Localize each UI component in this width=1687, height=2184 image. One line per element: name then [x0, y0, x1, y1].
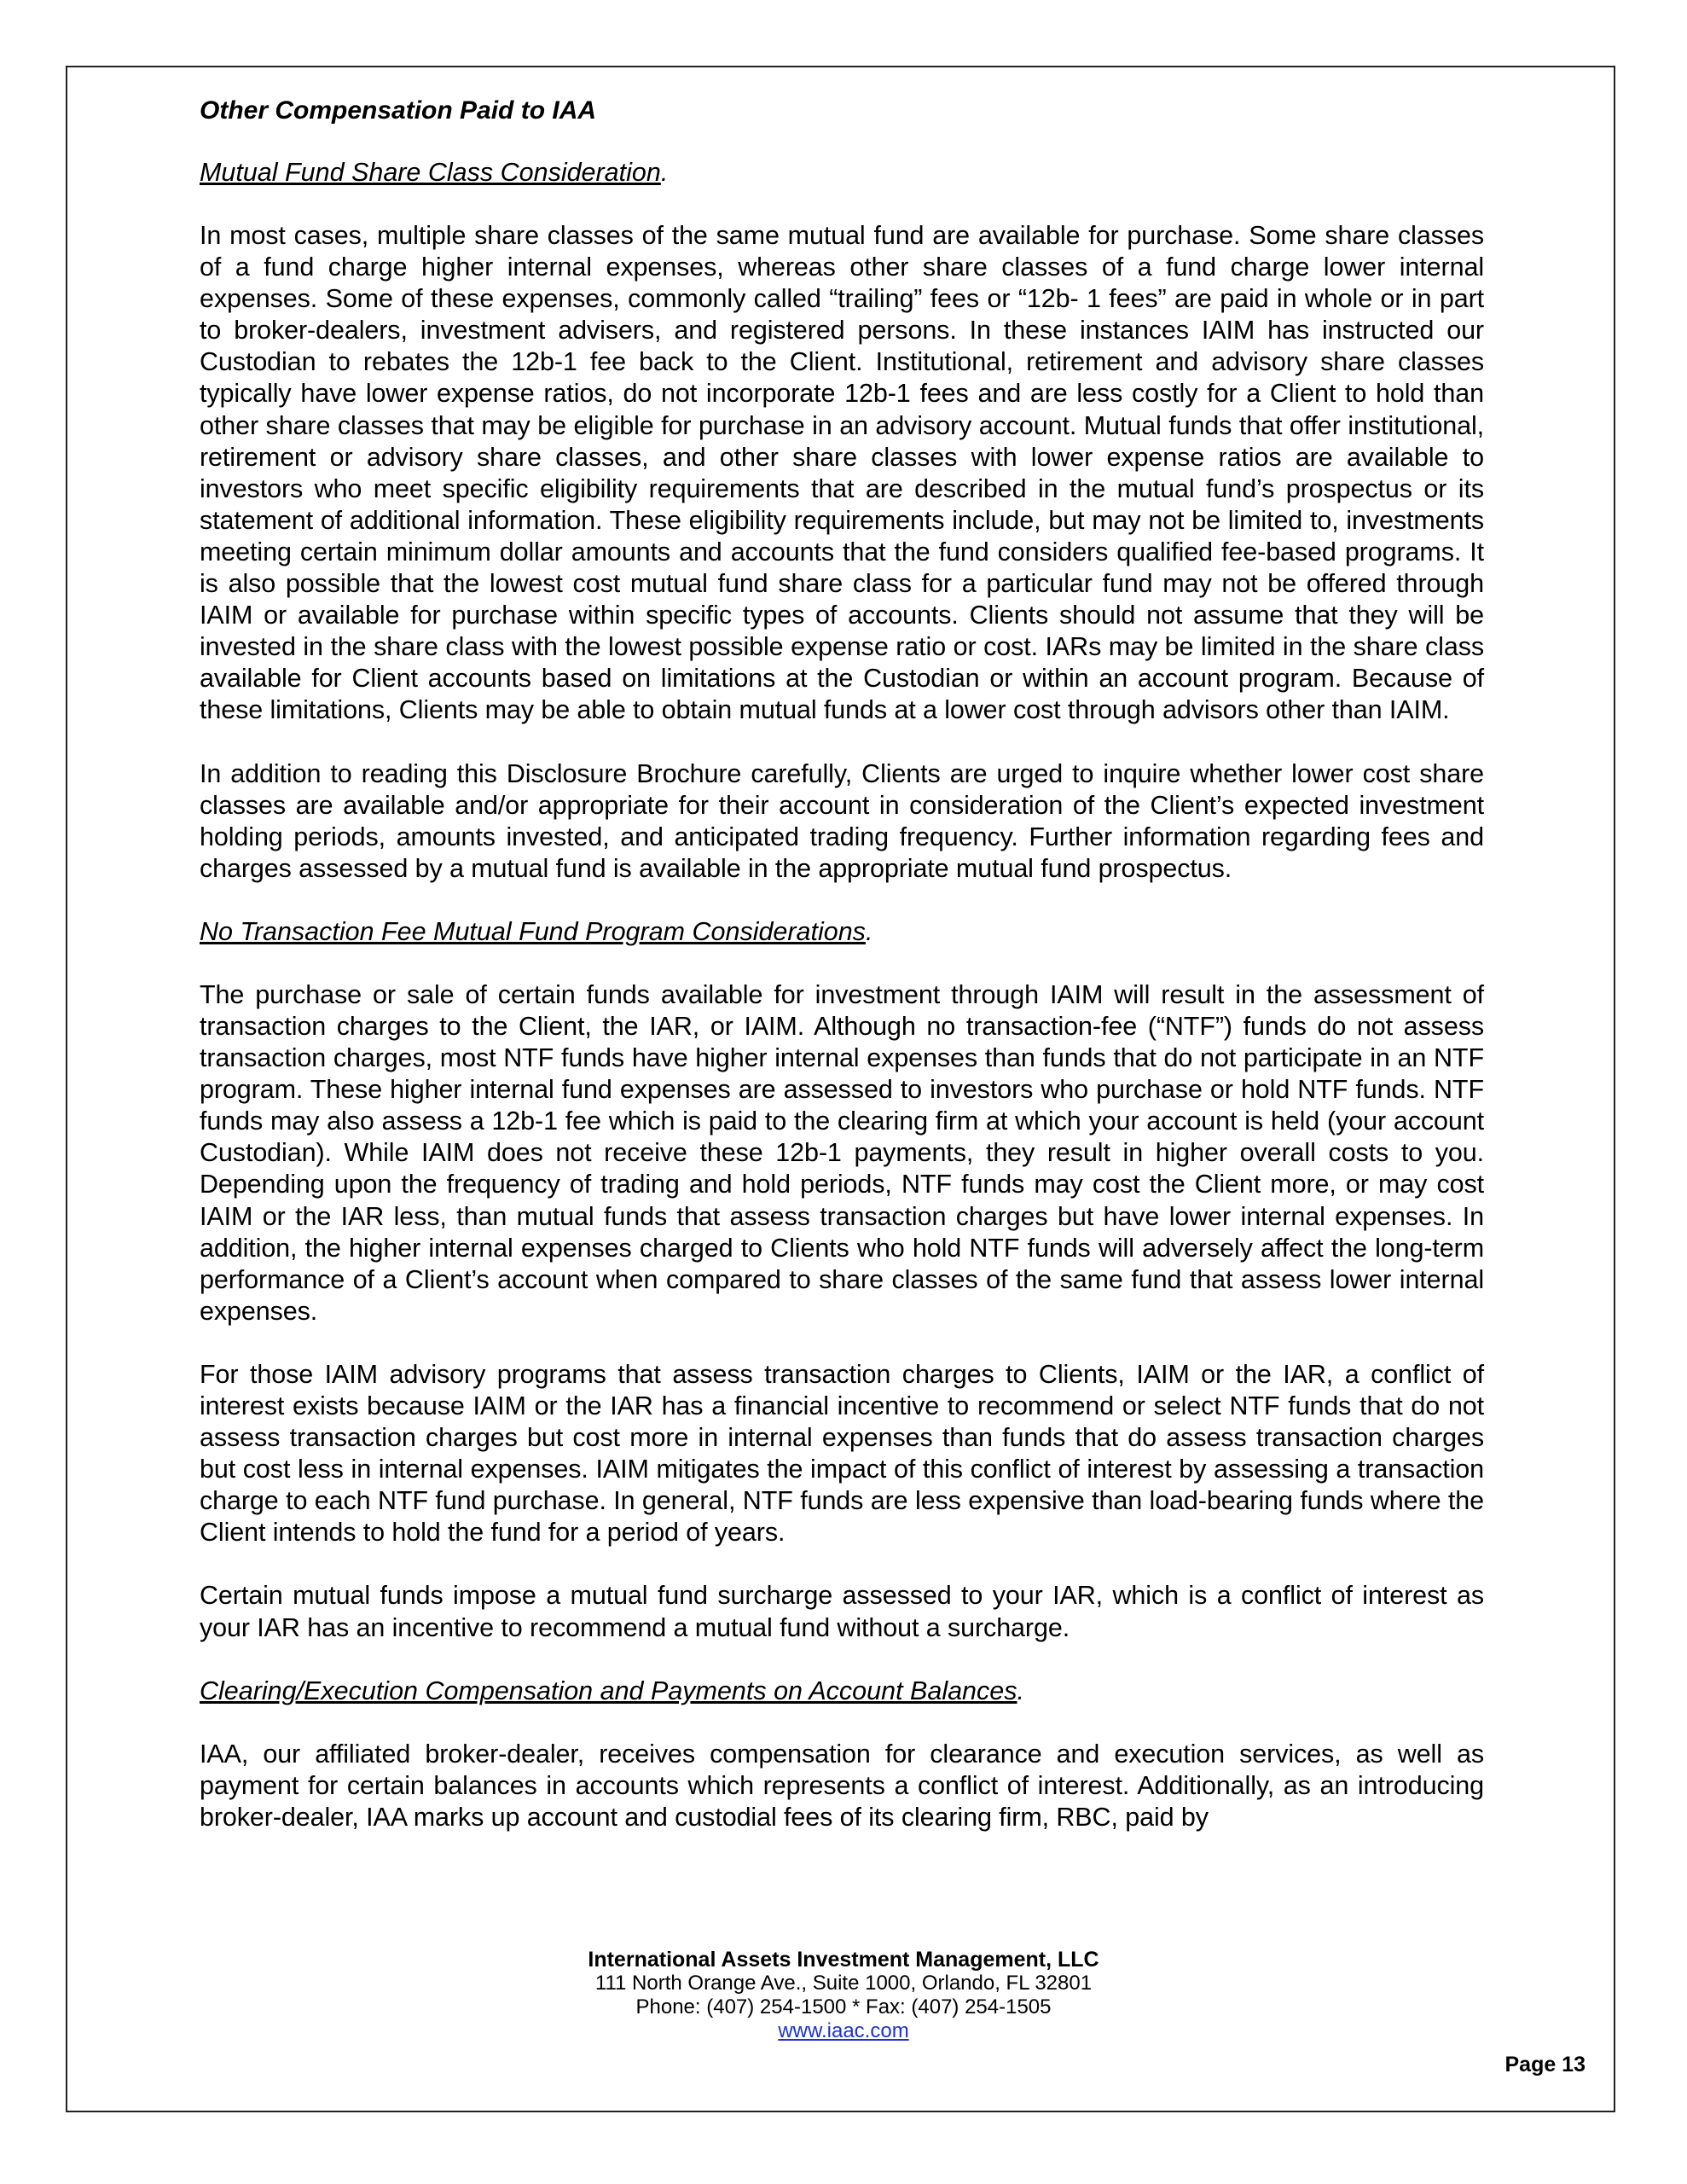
- paragraph: For those IAIM advisory programs that assess transaction charges to Clients, IAIM or the IAR, a conflict of interest exists because IAIM or the IAR has a financial incentive to recommend or select NTF funds that do not assess transaction charges but cost more in internal expenses than funds that do assess transaction charges but cost less in internal expenses. IAIM mitigates the impact of this conflict of interest by assessing a transaction charge to each NTF fund purchase. In general, NTF funds are less expensive than load-bearing funds where the Client intends to hold the fund for a period of years.: [200, 1359, 1484, 1548]
- subsection-title-text: No Transaction Fee Mutual Fund Program Considerations: [200, 916, 866, 946]
- subsection-title-punct: .: [660, 158, 669, 187]
- footer-website-link[interactable]: www.iaac.com: [778, 2019, 909, 2042]
- subsection-title-share-class: [200, 157, 1484, 189]
- footer-phone: Phone: (407) 254-1500 * Fax: (407) 254-1505: [635, 1995, 1052, 2018]
- subsection-title-punct: .: [865, 916, 873, 946]
- paragraph: In most cases, multiple share classes of the same mutual fund are available for purchase. Some share classes of a fund charge higher internal expenses, whereas other share classes of a fund charge lower internal expenses. Some of these expenses, commonly called “trailing” fees or “12b- 1 fees” are paid in whole or in part to broker-dealers, investment advisers, and registered persons. In these instances IAIM has instructed our Custodian to rebates the 12b-1 fee back to the Client. Institutional, retirement and advisory share classes typically have lower expense ratios, do not incorporate 12b-1 fees and are less costly for a Client to hold than other share classes that may be eligible for purchase in an advisory account. Mutual funds that offer institutional, retirement or advisory share classes, and other share classes with lower expense ratios are available to investors who meet specific eligibility requirements that are described in the mutual fund’s prospectus or its statement of additional information. These eligibility requirements include, but may not be limited to, investments meeting certain minimum dollar amounts and accounts that the fund considers qualified fee-based programs. It is also possible that the lowest cost mutual fund share class for a particular fund may not be offered through IAIM or available for purchase within specific types of accounts. Clients should not assume that they will be invested in the share class with the lowest possible expense ratio or cost. IARs may be limited in the share class available for Client accounts based on limitations at the Custodian or within an account program. Because of these limitations, Clients may be able to obtain mutual funds at a lower cost through advisors other than IAIM.: [200, 221, 1484, 725]
- subsection-title-punct: .: [1017, 1676, 1024, 1705]
- page-footer: [0, 1948, 1687, 2043]
- section-heading: Other Compensation Paid to IAA: [200, 96, 597, 125]
- subsection-title-text: Mutual Fund Share Class Consideration: [200, 158, 661, 187]
- paragraph: In addition to reading this Disclosure Brochure carefully, Clients are urged to inquire whether lower cost share classes are available and/or appropriate for their account in consideration of the Client’s expected investment holding periods, amounts invested, and anticipated trading frequency. Further information regarding fees and charges assessed by a mutual fund is available in the appropriate mutual fund prospectus.: [200, 758, 1484, 883]
- subsection-title-text: Clearing/Execution Compensation and Payments on Account Balances: [200, 1676, 1017, 1705]
- footer-address: 111 North Orange Ave., Suite 1000, Orlando, FL 32801: [594, 1972, 1093, 1995]
- subsection-title-clearing: [200, 1676, 1484, 1707]
- paragraph: Certain mutual funds impose a mutual fund surcharge assessed to your IAR, which is a conflict of interest as your IAR has an incentive to recommend a mutual fund without a surcharge.: [200, 1581, 1484, 1642]
- subsection-title-ntf: [200, 916, 1484, 948]
- paragraph: IAA, our affiliated broker-dealer, receives compensation for clearance and execution services, as well as payment for certain balances in accounts which represents a conflict of interest. Additionally, as an introducing broker-dealer, IAA marks up account and custodial fees of its clearing firm, RBC, paid by: [200, 1739, 1484, 1832]
- footer-company: International Assets Investment Management, LLC: [588, 1948, 1099, 1972]
- page-content: [200, 94, 1484, 1833]
- page-number: Page 13: [1504, 2053, 1586, 2077]
- paragraph: The purchase or sale of certain funds available for investment through IAIM will result in the assessment of transaction charges to the Client, the IAR, or IAIM. Although no transaction-fee (“NTF”) funds do not assess transaction charges, most NTF funds have higher internal expenses than funds that do not participate in an NTF program. These higher internal fund expenses are assessed to investors who purchase or hold NTF funds. NTF funds may also assess a 12b-1 fee which is paid to the clearing firm at which your account is held (your account Custodian). While IAIM does not receive these 12b-1 payments, they result in higher overall costs to you. Depending upon the frequency of trading and hold periods, NTF funds may cost the Client more, or may cost IAIM or the IAR less, than mutual funds that assess transaction charges but have lower internal expenses. In addition, the higher internal expenses charged to Clients who hold NTF funds will adversely affect the long-term performance of a Client’s account when compared to share classes of the same fund that assess lower internal expenses.: [200, 979, 1484, 1326]
